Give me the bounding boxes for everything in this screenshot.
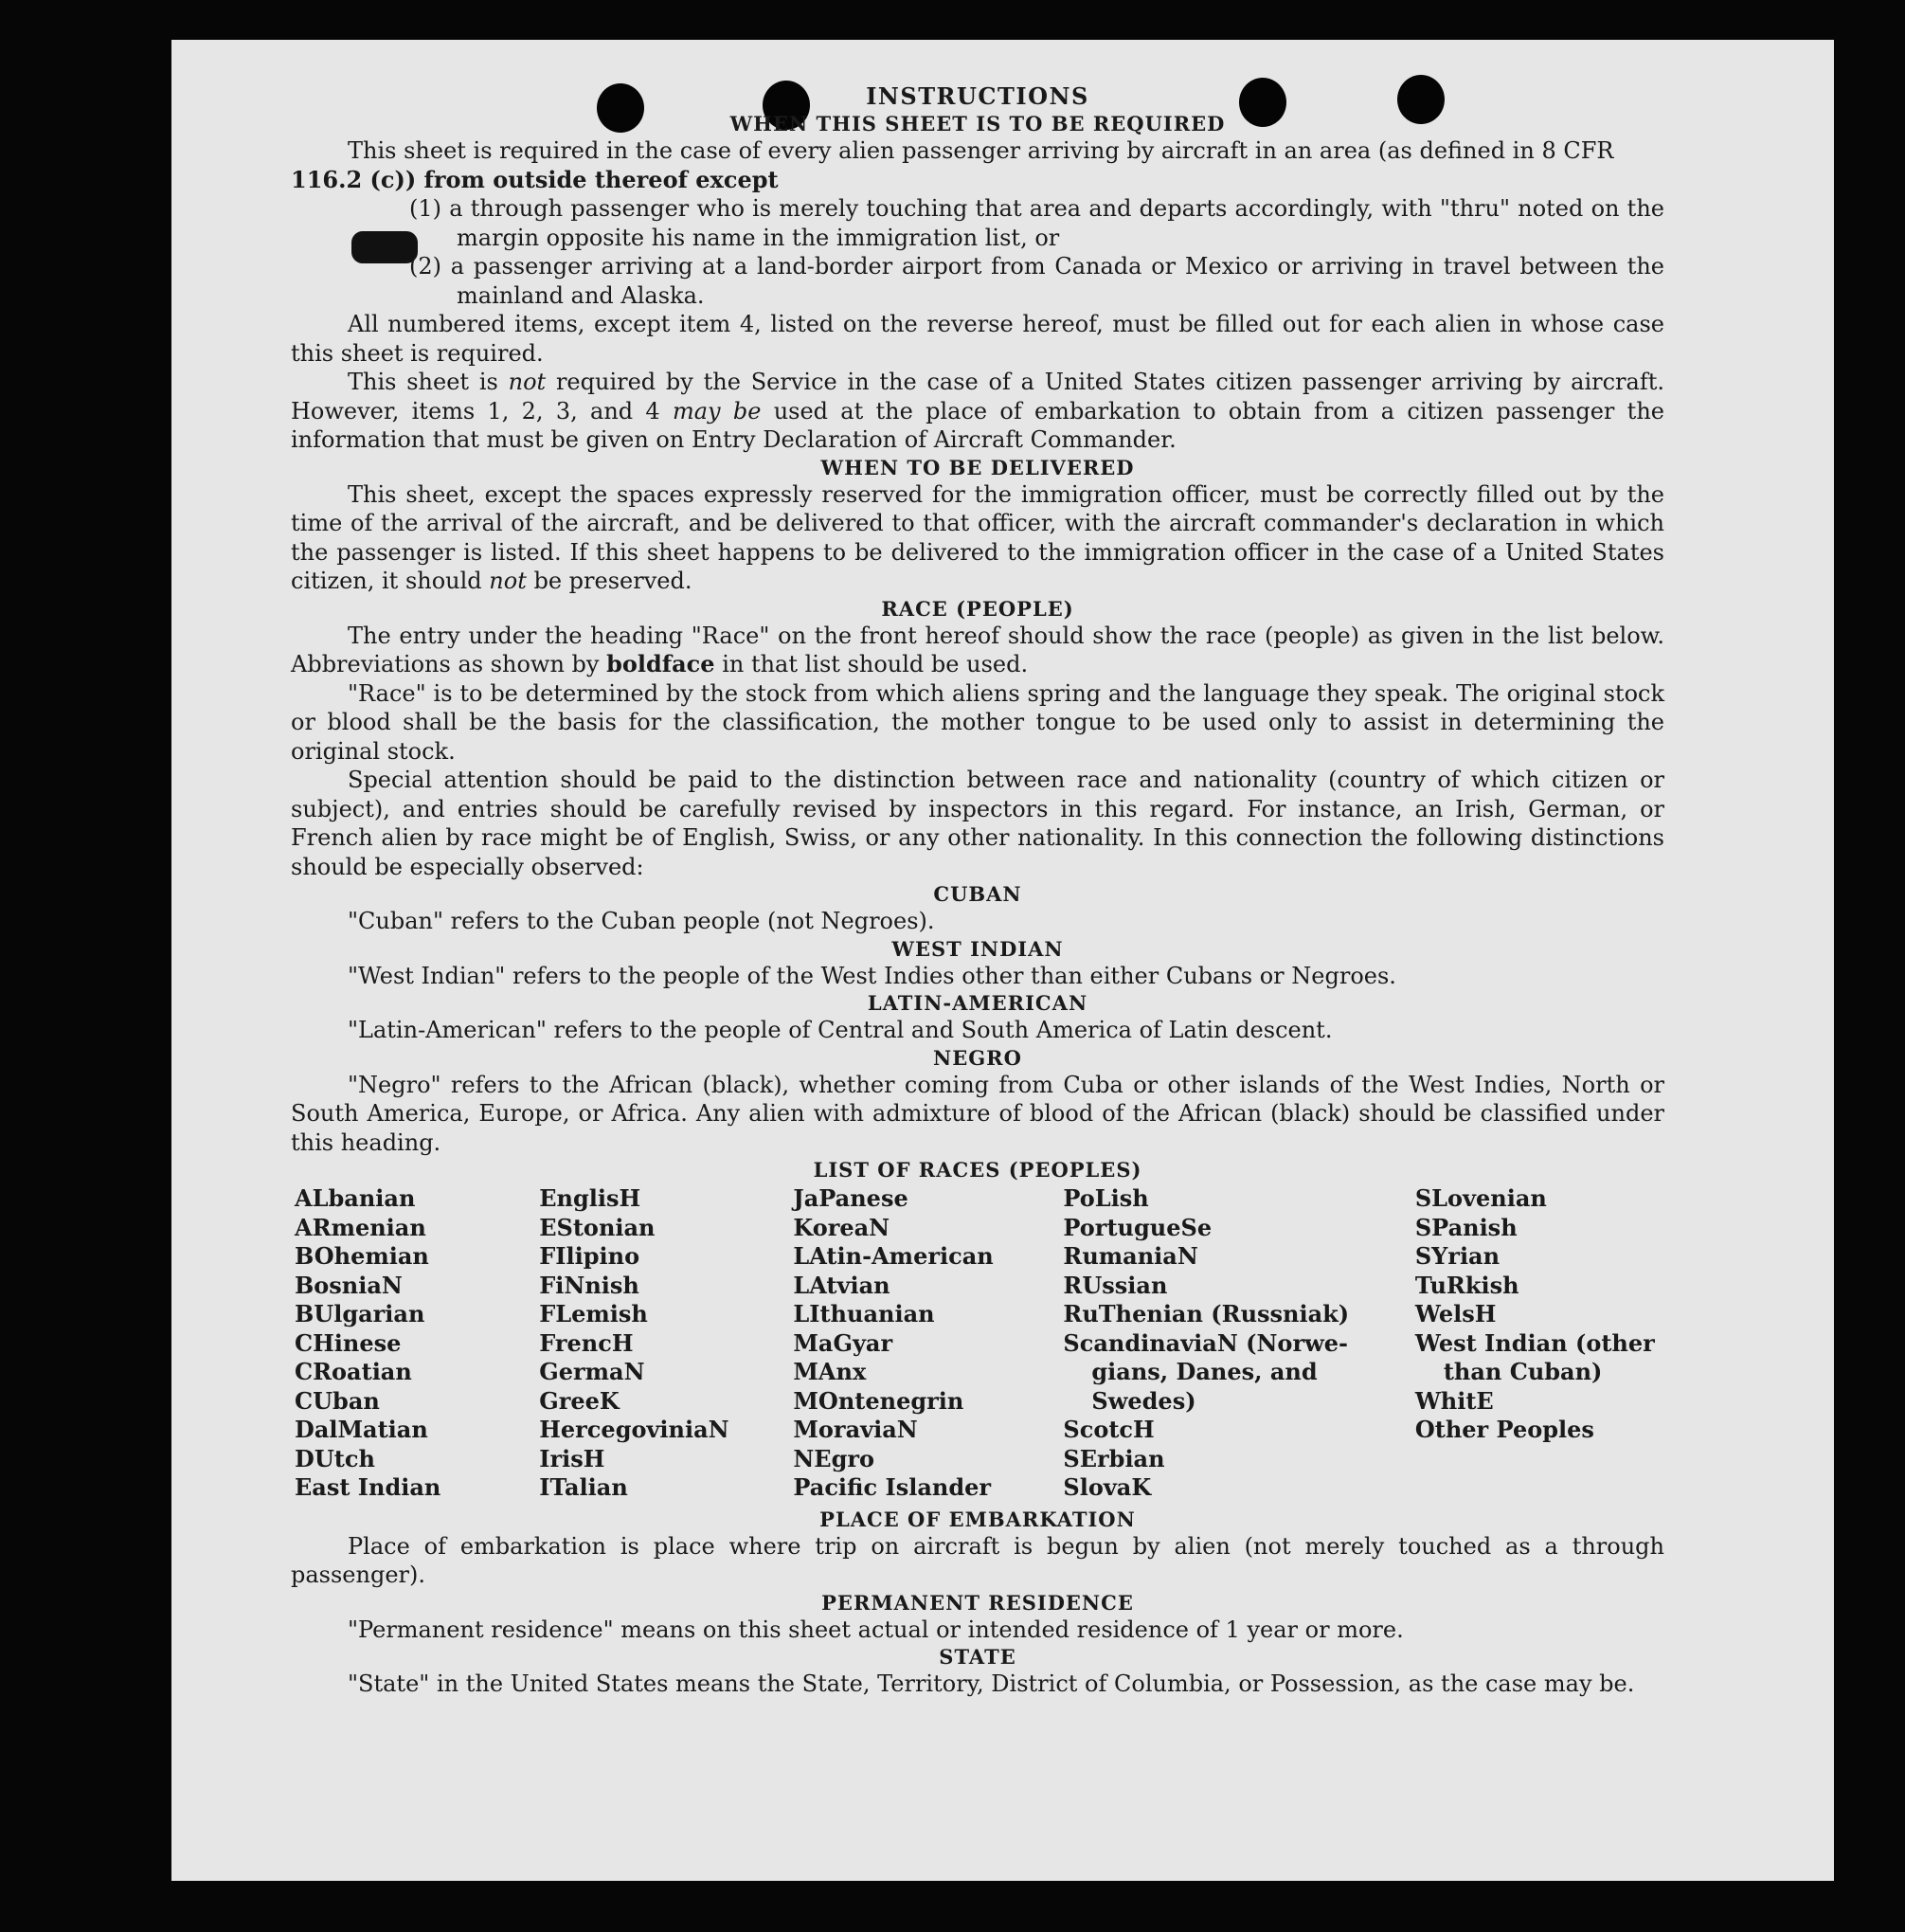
- race-entry: MAnx: [793, 1358, 867, 1385]
- race-entry: Pacific Islander: [793, 1473, 992, 1501]
- definition: "Cuban" refers to the Cuban people (not Negroes).: [348, 908, 935, 934]
- page-title: INSTRUCTIONS: [866, 82, 1089, 110]
- definition: "West Indian" refers to the people of the West Indies other than either Cubans or Negroes.: [348, 962, 1396, 989]
- race-entry: SlovaK: [1063, 1473, 1152, 1501]
- race-entry: than Cuban): [1443, 1358, 1603, 1385]
- race-entry: BOhemian: [295, 1242, 429, 1270]
- race-entry: gians, Danes, and: [1091, 1358, 1318, 1385]
- section-heading: NEGRO: [933, 1045, 1022, 1070]
- section-heading: LATIN-AMERICAN: [867, 991, 1088, 1015]
- race-entry: ALbanian: [295, 1184, 416, 1212]
- race-entry: FrencH: [539, 1328, 634, 1357]
- paragraph: 116.2 (c)) from outside thereof except: [291, 165, 779, 193]
- race-entry: RuThenian (Russniak): [1063, 1300, 1350, 1327]
- race-entry: KoreaN: [793, 1213, 890, 1241]
- paragraph: This sheet is required in the case of every alien passenger arriving by aircraft in an area (as defined in 8 CFR: [348, 137, 1614, 164]
- race-entry: MOntenegrin: [793, 1386, 964, 1415]
- race-entry: SErbian: [1063, 1444, 1165, 1472]
- definition: "Latin-American" refers to the people of Central and South America of Latin descent.: [348, 1017, 1333, 1043]
- paragraph: All numbered items, except item 4, listed on the reverse hereof, must be filled out for each alien in whose case this sheet is required.: [291, 311, 1664, 367]
- paragraph: The entry under the heading "Race" on the front hereof should show the race (people) as given in the list below. Abbreviations as shown by boldface in that list should be used.: [291, 622, 1664, 677]
- race-entry: FiNnish: [539, 1271, 639, 1299]
- list-item: (1) a through passenger who is merely touching that area and departs accordingly, with "thru" noted on the margin opposite his name in the immigration list, or: [409, 195, 1664, 251]
- race-entry: BosniaN: [295, 1271, 403, 1299]
- race-entry: WhitE: [1414, 1386, 1494, 1415]
- race-entry: MaGyar: [793, 1328, 893, 1357]
- section-heading: STATE: [939, 1645, 1016, 1669]
- race-entry: BUlgarian: [295, 1300, 425, 1327]
- race-entry: ScandinaviaN (Norwe-: [1063, 1328, 1348, 1357]
- race-entry: IrisH: [539, 1444, 605, 1472]
- definition: Place of embarkation is place where trip on aircraft is begun by alien (not merely touched as a through passenger).: [291, 1532, 1664, 1588]
- paragraph: "Race" is to be determined by the stock from which aliens spring and the language they speak. The original stock or blood shall be the basis for the classification, the mother tongue to be used only to assist in determining the original stock.: [291, 679, 1664, 765]
- race-entry: RumaniaN: [1063, 1242, 1198, 1270]
- definition: "Permanent residence" means on this sheet actual or intended residence of 1 year or more.: [348, 1616, 1404, 1643]
- race-entry: WelsH: [1414, 1300, 1497, 1327]
- paragraph: Special attention should be paid to the distinction between race and nationality (country of which citizen or subject), and entries should be carefully revised by inspectors in this regard. For instance, an Irish, German, or French alien by race might be of English, Swiss, or any other nationality. In this connection the following distinctions should be especially observed:: [291, 767, 1664, 880]
- race-entry: SYrian: [1414, 1242, 1501, 1270]
- race-entry: ITalian: [539, 1473, 628, 1501]
- race-column: [295, 1184, 539, 1503]
- race-entry: LIthuanian: [793, 1300, 935, 1327]
- race-entry: PortugueSe: [1063, 1213, 1213, 1241]
- race-entry: ScotcH: [1063, 1416, 1155, 1443]
- race-entry: West Indian (other: [1414, 1328, 1655, 1357]
- race-entry: CHinese: [295, 1328, 402, 1357]
- race-entry: DUtch: [295, 1444, 375, 1472]
- section-heading: WHEN TO BE DELIVERED: [820, 455, 1135, 479]
- race-entry: FIlipino: [539, 1242, 640, 1270]
- section-heading: WHEN THIS SHEET IS TO BE REQUIRED: [729, 112, 1226, 135]
- race-column: [1063, 1184, 1414, 1503]
- race-entry: ARmenian: [295, 1213, 426, 1241]
- race-column: [539, 1184, 793, 1503]
- race-entry: RUssian: [1063, 1271, 1168, 1299]
- race-entry: Other Peoples: [1414, 1416, 1594, 1443]
- race-entry: GreeK: [539, 1386, 620, 1415]
- list-item: (2) a passenger arriving at a land-border airport from Canada or Mexico or arriving in travel between the mainland and Alaska.: [409, 253, 1664, 309]
- race-entry: JaPanese: [793, 1184, 908, 1212]
- section-heading: CUBAN: [933, 882, 1022, 906]
- paragraph: This sheet is not required by the Service in the case of a United States citizen passenger arriving by aircraft. However, items 1, 2, 3, and 4 may be used at the place of embarkation to obtain from a citizen passenger the information that must be given on Entry Declaration of Aircraft Commander.: [291, 369, 1664, 453]
- race-entry: EStonian: [539, 1213, 656, 1241]
- race-entry: SLovenian: [1414, 1184, 1547, 1212]
- race-entry: TuRkish: [1414, 1271, 1519, 1299]
- section-heading: LIST OF RACES (PEOPLES): [813, 1158, 1142, 1182]
- section-heading: RACE (PEOPLE): [881, 596, 1074, 621]
- instructions-content: [291, 81, 1664, 1699]
- race-entry: GermaN: [539, 1358, 645, 1385]
- section-heading: PLACE OF EMBARKATION: [819, 1507, 1136, 1531]
- race-entry: MoraviaN: [793, 1416, 918, 1443]
- race-entry: EnglisH: [539, 1184, 641, 1212]
- race-column: [793, 1184, 1063, 1503]
- race-entry: East Indian: [295, 1473, 441, 1501]
- race-entry: FLemish: [539, 1300, 648, 1327]
- race-entry: LAtin-American: [793, 1242, 994, 1270]
- race-list: [295, 1184, 1664, 1503]
- race-entry: SPanish: [1414, 1213, 1518, 1241]
- section-heading: PERMANENT RESIDENCE: [821, 1590, 1134, 1615]
- race-entry: LAtvian: [793, 1271, 890, 1299]
- section-heading: WEST INDIAN: [891, 936, 1064, 961]
- definition: "State" in the United States means the State, Territory, District of Columbia, or Possession, as the case may be.: [348, 1670, 1635, 1697]
- race-entry: NEgro: [793, 1444, 875, 1472]
- race-entry: HercegoviniaN: [539, 1416, 729, 1443]
- definition: "Negro" refers to the African (black), whether coming from Cuba or other islands of the West Indies, North or South America, Europe, or Africa. Any alien with admixture of blood of the African (black) should be classified under this heading.: [291, 1071, 1664, 1156]
- race-entry: PoLish: [1063, 1184, 1149, 1212]
- race-column: [1415, 1184, 1664, 1503]
- race-entry: CUban: [295, 1386, 380, 1415]
- race-entry: Swedes): [1091, 1386, 1196, 1415]
- race-entry: CRoatian: [295, 1358, 412, 1385]
- document-page: [171, 40, 1834, 1881]
- race-entry: DalMatian: [295, 1416, 428, 1443]
- paragraph: This sheet, except the spaces expressly reserved for the immigration officer, must be correctly filled out by the time of the arrival of the aircraft, and be delivered to that officer, with the aircraft commander's declaration in which the passenger is listed. If this sheet happens to be delivered to the immigration officer in the case of a United States citizen, it should not be preserved.: [291, 480, 1664, 594]
